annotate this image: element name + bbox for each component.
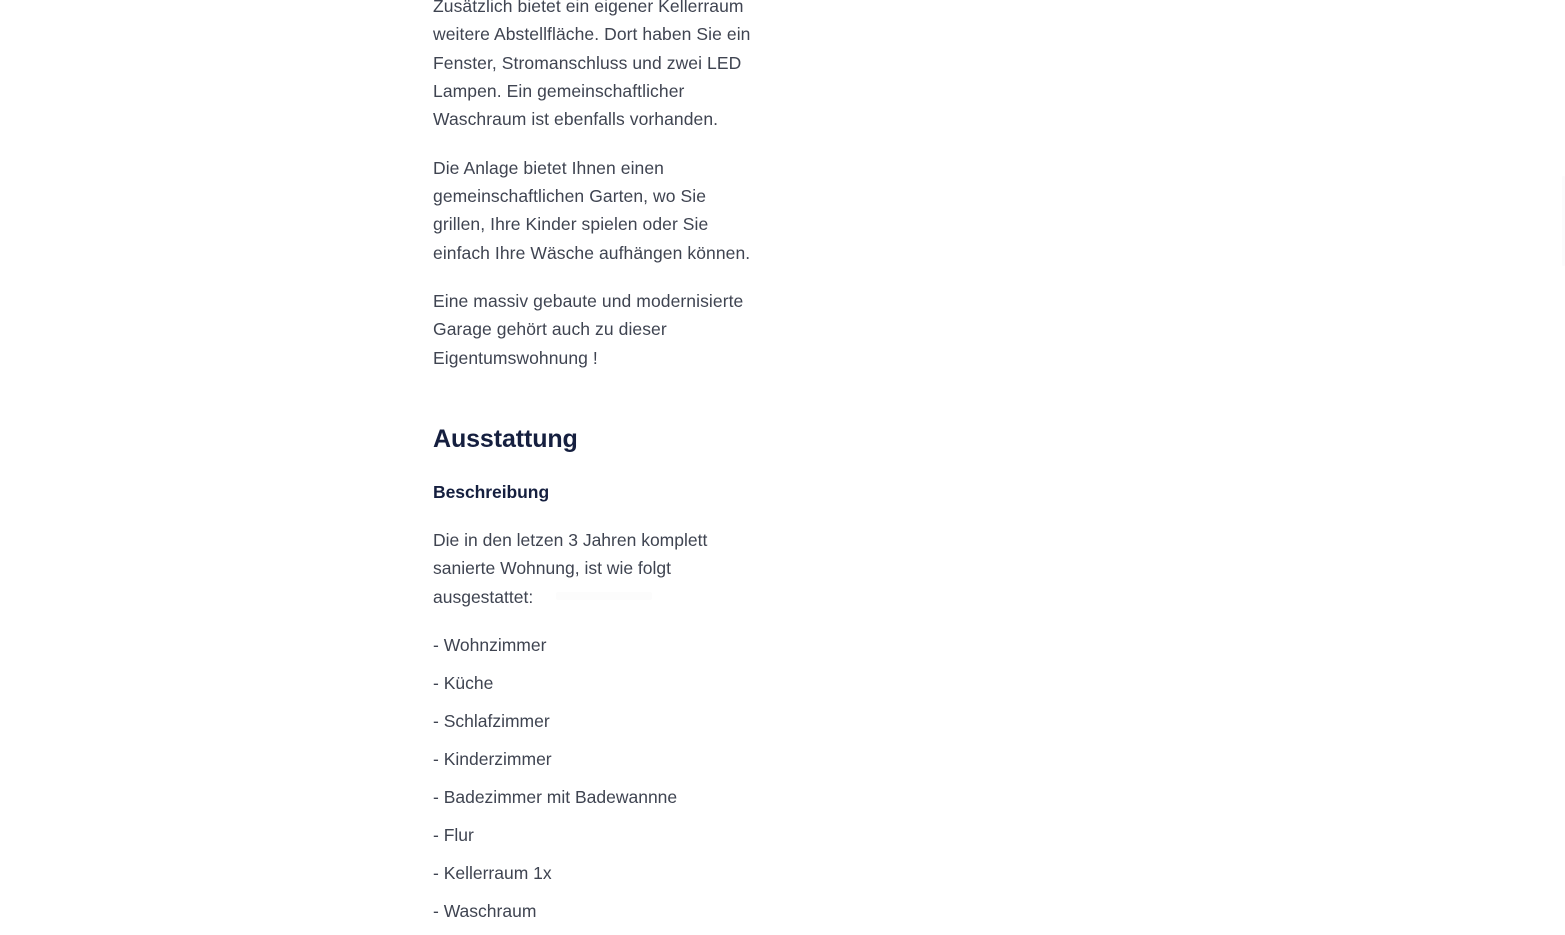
list-item: - Schlafzimmer [433,711,550,732]
description-paragraph-garage: Eine massiv gebaute und modernisierte Garage gehört auch zu dieser Eigentumswohnung ! [433,291,744,368]
subsection-heading-beschreibung: Beschreibung [433,482,550,503]
equipment-feature-list [433,631,773,925]
listing-content-column [433,0,773,935]
equipment-intro-paragraph: Die in den letzen 3 Jahren komplett sanierte Wohnung, ist wie folgt ausgestattet: [433,530,708,607]
list-item: - Wohnzimmer [433,635,547,656]
description-paragraph-garden: Die Anlage bietet Ihnen einen gemeinschaftlichen Garten, wo Sie grillen, Ihre Kinder spielen oder Sie einfach Ihre Wäsche aufhängen können. [433,157,751,263]
list-item: - Kellerraum 1x [433,863,552,884]
list-item: - Flur [433,825,474,846]
list-item: - Waschraum [433,901,537,922]
list-item: - Küche [433,673,494,694]
section-spacer [433,394,773,424]
description-paragraph-cellar: Zusätzlich bietet ein eigener Kellerraum weitere Abstellfläche. Dort haben Sie ein Fenster, Stromanschluss und zwei LED Lampen. Ein gemeinschaftlicher Waschraum ist ebenfalls vorhanden. [433,0,751,130]
vertical-scrollbar-track[interactable] [781,0,785,600]
below-fold-element-peek [556,592,652,600]
section-heading-ausstattung: Ausstattung [433,425,578,454]
list-item: - Kinderzimmer [433,749,552,770]
list-item: - Badezimmer mit Badewannne [433,787,678,808]
